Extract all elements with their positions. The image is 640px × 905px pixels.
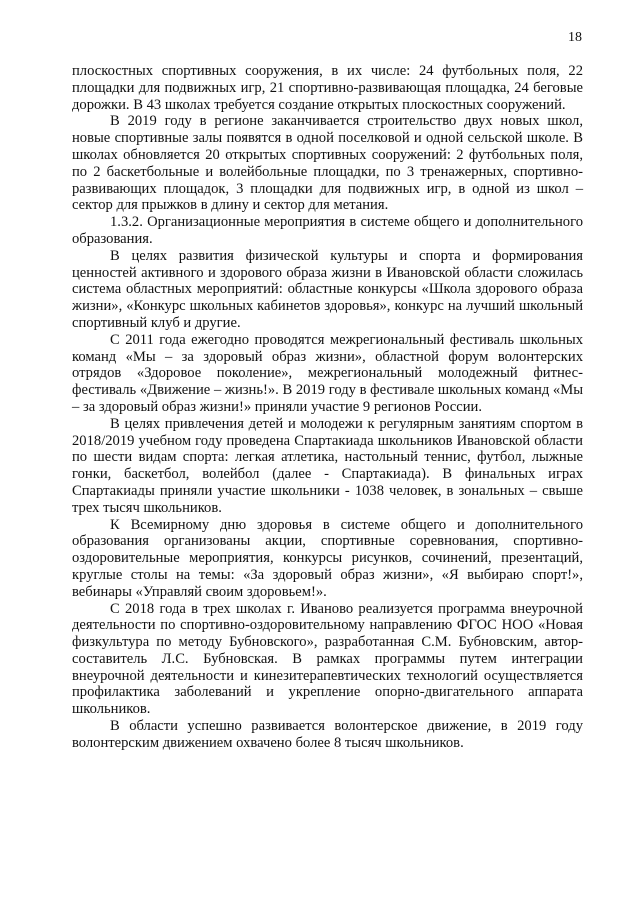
paragraph-volunteer-movement: В области успешно развивается волонтерское движение, в 2019 году волонтерским движением охвачено более 8 тысяч школьников.: [72, 718, 583, 751]
paragraph-spartakiad: В целях привлечения детей и молодежи к регулярным занятиям спортом в 2018/2019 учебном году проведена Спартакиада школьников Ивановской области по шести видам спорта: легкая атлетика, настольный теннис, футбол, лыжные гонки, баскетбол, волейбол (далее - Спартакиада). В финальных играх Спартакиады приняли участие школьники - 1038 человек, в зональных – свыше трех тысяч школьников.: [72, 415, 583, 516]
page-number: 18: [568, 30, 582, 45]
paragraph-continuation: плоскостных спортивных сооружения, в их числе: 24 футбольных поля, 22 площадки для подвижных игр, 21 спортивно-развивающая площадка, 24 беговые дорожки. В 43 школах требуется создание открытых плоскостных сооружений.: [72, 63, 583, 113]
paragraph-construction-2019: В 2019 году в регионе заканчивается строительство двух новых школ, новые спортивные залы появятся в одной поселковой и одной сельской школе. В школах обновляется 20 открытых спортивных сооружений: 2 футбольных поля, по 2 баскетбольные и волейбольные площадки, по 3 тренажерных, спортивно-развивающих площадок, 3 площадки для подвижных игр, в одной из школ – сектор для прыжков в длину и сектор для метания.: [72, 113, 583, 214]
paragraph-bubnovsky-program: С 2018 года в трех школах г. Иваново реализуется программа внеурочной деятельности по спортивно-оздоровительному направлению ФГОС НОО «Новая физкультура по методу Бубновского», разработанная С.М. Бубновским, автор-составитель Л.С. Бубновская. В рамках программы путем интеграции внеурочной деятельности и кинезитерапевтических технологий осуществляется профилактика заболеваний и укрепление опорно-двигательного аппарата школьников.: [72, 600, 583, 718]
section-heading-1-3-2: 1.3.2. Организационные мероприятия в системе общего и дополнительного образования.: [72, 214, 583, 247]
paragraph-festival-2011: С 2011 года ежегодно проводятся межрегиональный фестиваль школьных команд «Мы – за здоровый образ жизни», областной форум волонтерских отрядов «Здоровое поколение», межрегиональный молодежный фитнес-фестиваль «Движение – жизнь!». В 2019 году в фестивале школьных команд «Мы – за здоровый образ жизни!» приняли участие 9 регионов России.: [72, 331, 583, 415]
paragraph-regional-events: В целях развития физической культуры и спорта и формирования ценностей активного и здорового образа жизни в Ивановской области сложилась система областных мероприятий: областные конкурсы «Школа здорового образа жизни», «Конкурс школьных кабинетов здоровья», конкурс на лучший школьный спортивный клуб и другие.: [72, 247, 583, 331]
paragraph-world-health-day: К Всемирному дню здоровья в системе общего и дополнительного образования организованы акции, спортивные соревнования, спортивно-оздоровительные мероприятия, конкурсы рисунков, сочинений, презентаций, круглые столы на темы: «За здоровый образ жизни», «Я выбираю спорт!», вебинары «Управляй своим здоровьем!».: [72, 516, 583, 600]
document-body: [72, 63, 583, 752]
